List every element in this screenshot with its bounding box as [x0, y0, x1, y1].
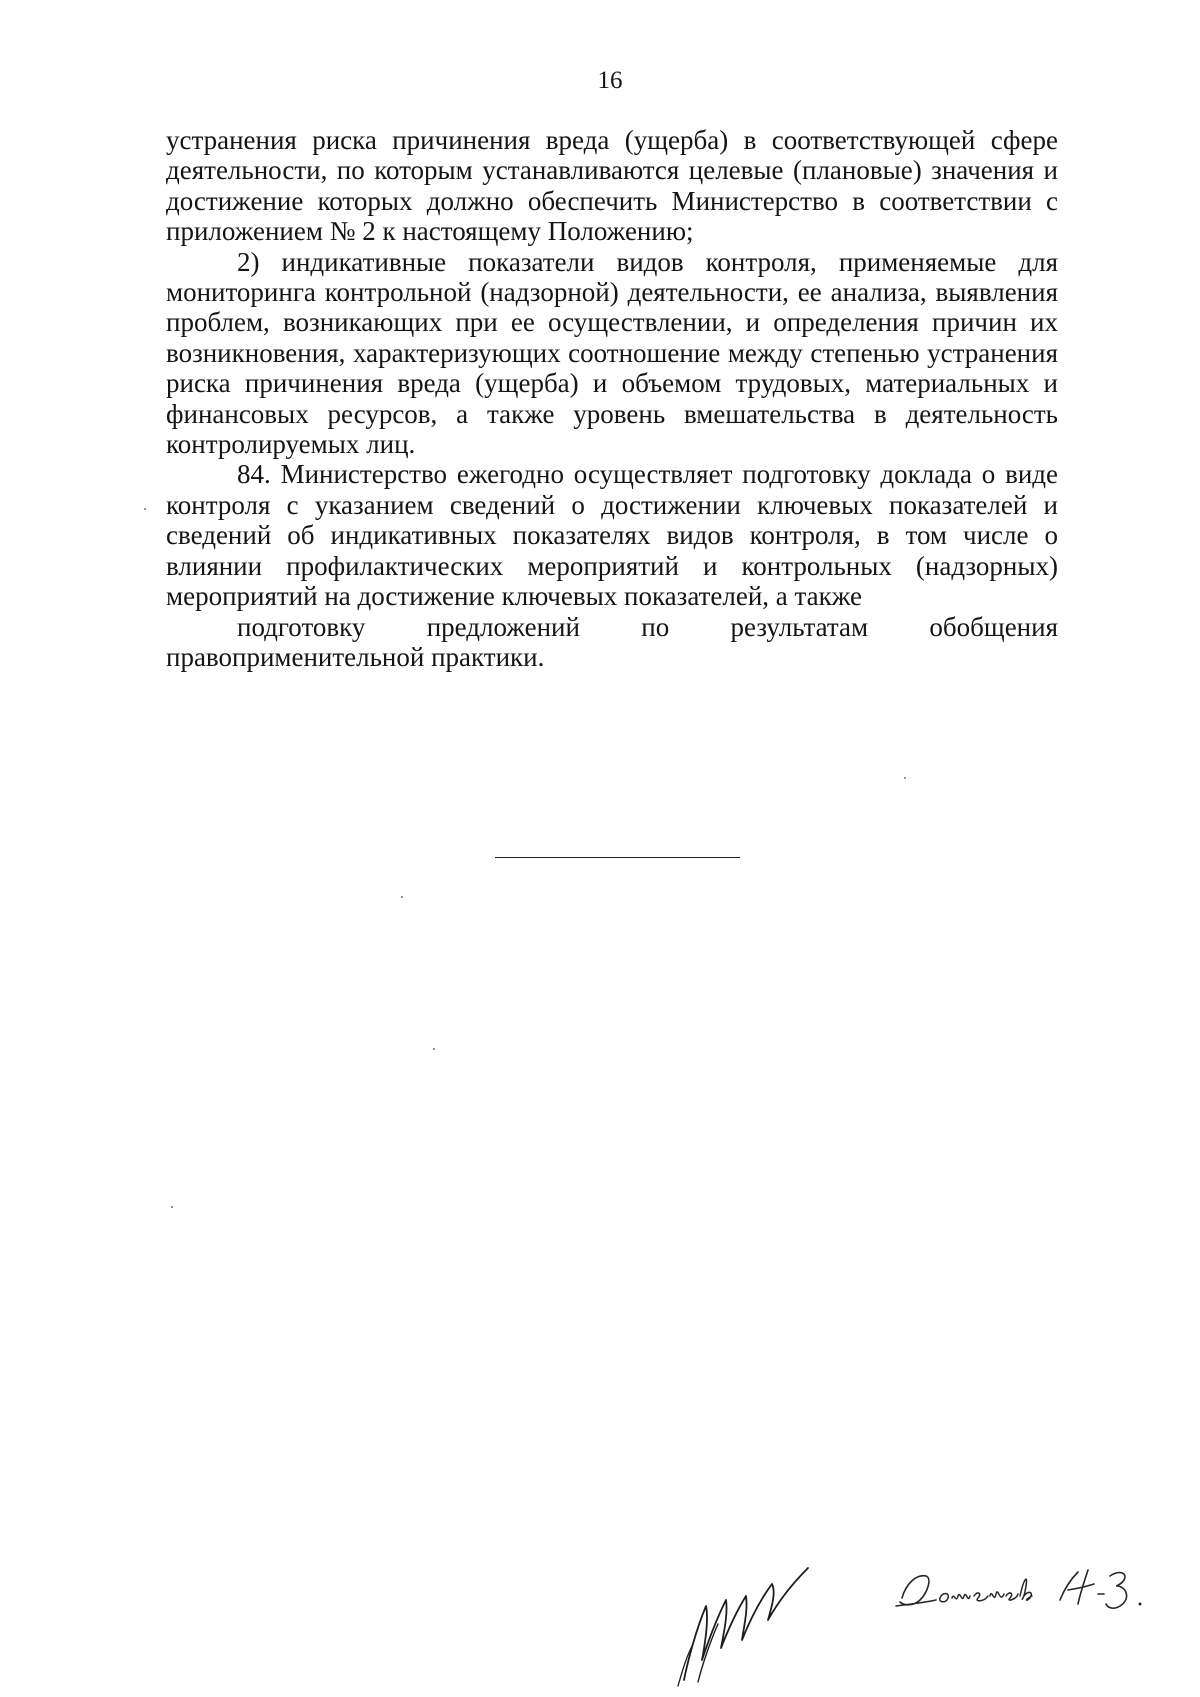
paragraph-84-justified-line: подготовку предложений по результатам обобщения — [237, 611, 1058, 642]
paragraph-84 — [166, 459, 1058, 672]
signature-second — [892, 1560, 1182, 1620]
scan-speck — [904, 777, 906, 779]
signature-first — [676, 1562, 826, 1690]
scan-speck — [171, 1206, 173, 1208]
page-number: 16 — [597, 67, 623, 94]
end-of-text-rule — [495, 857, 740, 858]
paragraph-84-main: 84. Министерство ежегодно осуществляет подготовку доклада о виде контроля с указанием сведений о достижении ключевых показателей и сведений об индикативных показателях видов контроля, в том числе о влиянии профилактических мероприятий и контрольных (надзорных) мероприятий на достижение ключевых показателей, а также — [166, 459, 1058, 612]
scan-speck — [401, 896, 403, 898]
paragraph-indicative-indicators: 2) индикативные показатели видов контроля, применяемые для мониторинга контрольной (надзорной) деятельности, ее анализа, выявления проблем, возникающих при ее осуществлении, и определения причин их возникновения, характеризующих соотношение между степенью устранения риска причинения вреда (ущерба) и объемом трудовых, материальных и финансовых ресурсов, а также уровень вмешательства в деятельность контролируемых лиц. — [166, 246, 1058, 460]
paragraph-continuation: устранения риска причинения вреда (ущерба) в соответствующей сфере деятельности, по которым устанавливаются целевые (плановые) значения и достижение которых должно обеспечить Министерство в соответствии с приложением № 2 к настоящему Положению; — [166, 125, 1058, 247]
scan-speck — [144, 508, 146, 510]
paragraph-84-tail: правоприменительной практики. — [166, 641, 545, 672]
scan-speck — [433, 1048, 435, 1050]
document-body — [166, 125, 1058, 672]
